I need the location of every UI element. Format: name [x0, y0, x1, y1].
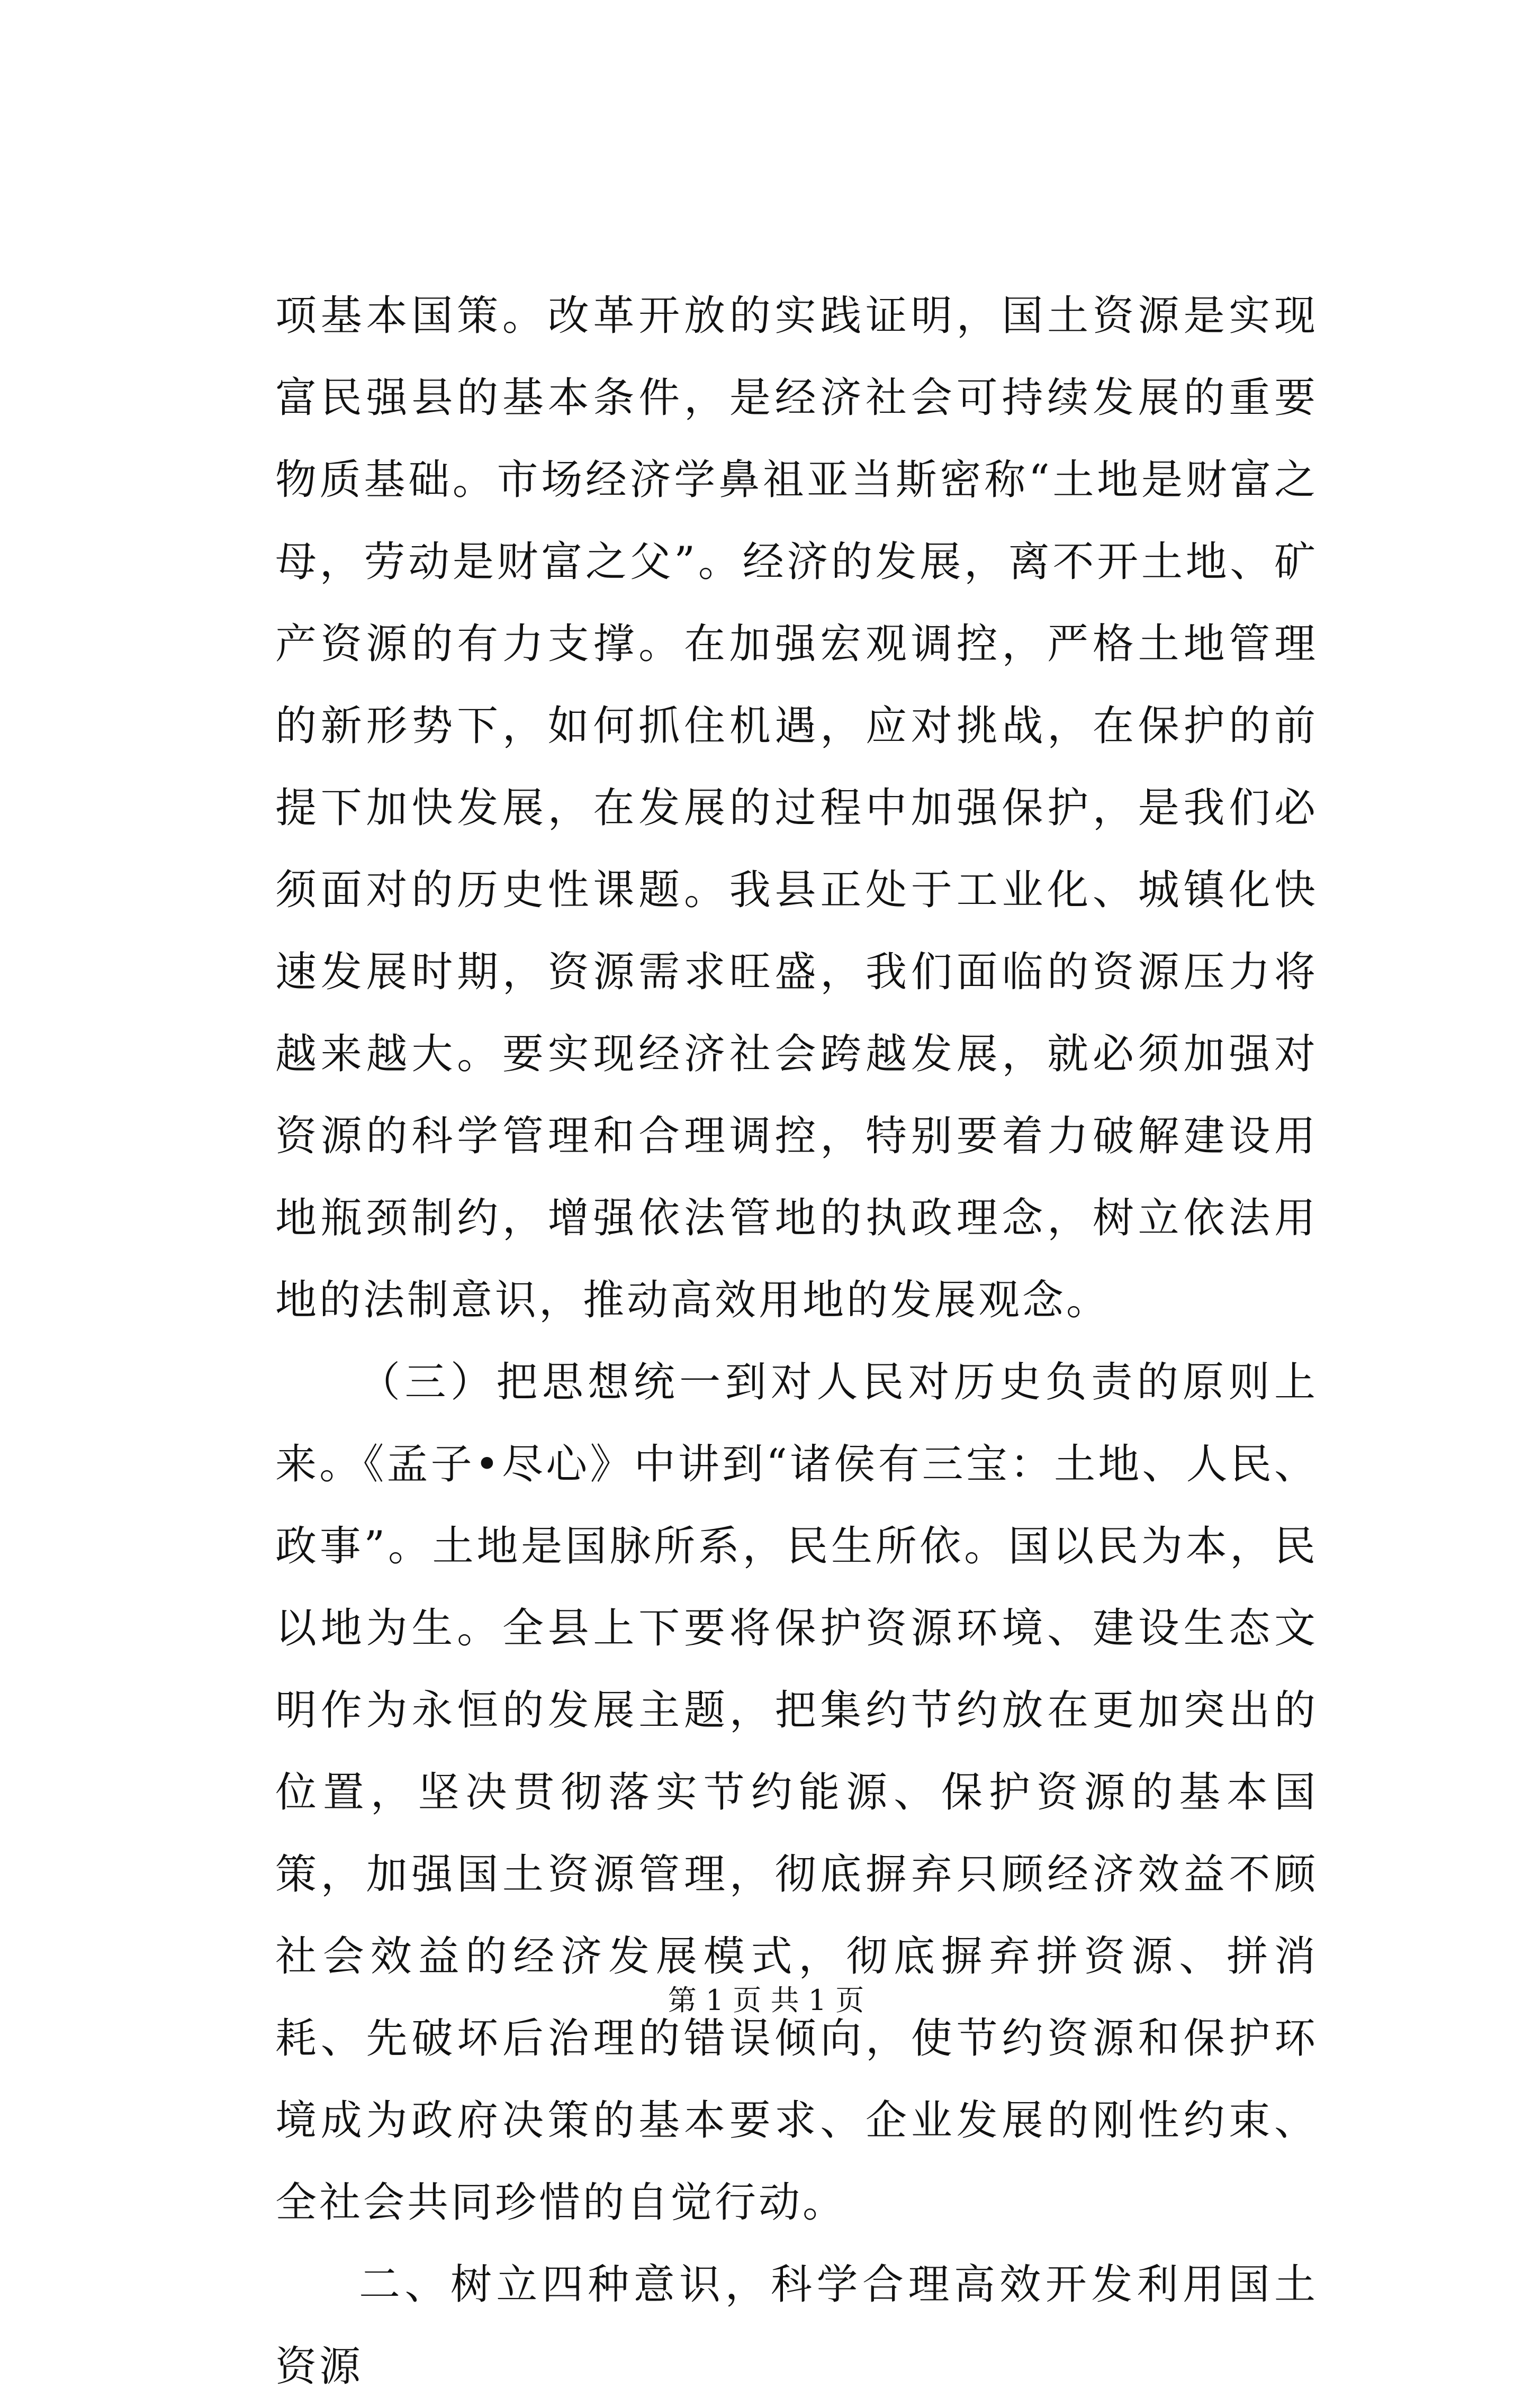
paragraph-section-three: （三）把思想统一到对人民对历史负责的原则上来。《孟子•尽心》中讲到“诸侯有三宝：土地、人民、政事”。土地是国脉所系，民生所依。国以民为本，民以地为生。全县上下要将保护资源环境、建设生态文明作为永恒的发展主题，把集约节约放在更加突出的位置，坚决贯彻落实节约能源、保护资源的基本国策，加强国土资源管理，彻底摒弃只顾经济效益不顾社会效益的经济发展模式，彻底摒弃拼资源、拼消耗、先破坏后治理的错误倾向，使节约资源和保护环境成为政府决策的基本要求、企业发展的刚性约束、全社会共同珍惜的自觉行动。	[275, 1359, 1318, 2226]
section-heading-two: 二、树立四种意识，科学合理高效开发利用国土资源	[275, 2261, 1318, 2391]
page-number-footer: 第 1 页 共 1 页	[668, 1984, 864, 2017]
document-body	[275, 275, 1318, 2408]
paragraph-continuation: 项基本国策。改革开放的实践证明，国土资源是实现富民强县的基本条件，是经济社会可持续发展的重要物质基础。市场经济学鼻祖亚当斯密称“土地是财富之母，劳动是财富之父”。经济的发展，离不开土地、矿产资源的有力支撑。在加强宏观调控，严格土地管理的新形势下，如何抓住机遇，应对挑战，在保护的前提下加快发展，在发展的过程中加强保护，是我们必须面对的历史性课题。我县正处于工业化、城镇化快速发展时期，资源需求旺盛，我们面临的资源压力将越来越大。要实现经济社会跨越发展，就必须加强对资源的科学管理和合理调控，特别要着力破解建设用地瓶颈制约，增强依法管地的执政理念，树立依法用地的法制意识，推动高效用地的发展观念。	[275, 292, 1318, 1324]
